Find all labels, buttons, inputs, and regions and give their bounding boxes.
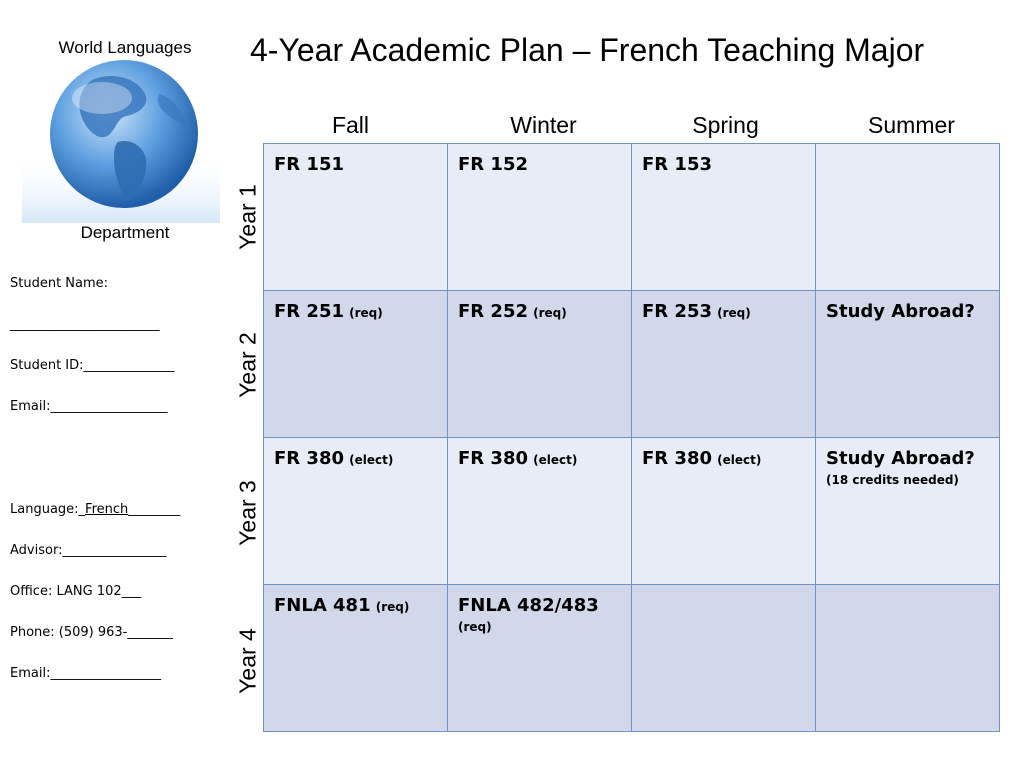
plan-cell (632, 585, 816, 732)
season-header-spring: Spring (692, 112, 759, 138)
plan-cell (632, 438, 816, 585)
course-code: FNLA 481 (274, 595, 371, 616)
phone-field: Phone: (509) 963-_______ (10, 625, 173, 640)
course-code: FR 153 (642, 154, 712, 175)
student-email-field: Email:__________________ (10, 399, 168, 414)
season-header-summer: Summer (868, 112, 955, 138)
plan-row-year-3 (264, 438, 1000, 585)
season-header-fall: Fall (331, 112, 370, 138)
language-prefix: Language:_ (10, 502, 86, 517)
plan-row-year-4 (264, 585, 1000, 732)
language-suffix: ________ (128, 502, 181, 517)
page-title: 4-Year Academic Plan – French Teaching Major (250, 32, 925, 68)
plan-cell (816, 291, 1000, 438)
course-tag: (req) (349, 306, 383, 320)
advisor-email-field: Email:_________________ (10, 666, 161, 681)
course-note: (18 credits needed) (826, 473, 959, 487)
year-label-3-text: Year 3 (234, 480, 261, 546)
language-field (10, 502, 180, 517)
plan-cell (448, 585, 632, 732)
course-code: FR 253 (642, 301, 712, 322)
plan-row-year-1 (264, 144, 1000, 291)
language-value: French (85, 502, 129, 517)
plan-cell (816, 144, 1000, 291)
plan-cell (632, 291, 816, 438)
logo-top-text: World Languages (58, 38, 192, 57)
course-code: FR 251 (274, 301, 344, 322)
season-header-winter: Winter (510, 112, 577, 138)
plan-cell (264, 291, 448, 438)
course-code: Study Abroad? (826, 301, 975, 322)
plan-cell (448, 144, 632, 291)
student-name-line: _______________________ (10, 317, 160, 332)
year-label-2-text: Year 2 (234, 332, 261, 398)
course-code: FR 151 (274, 154, 344, 175)
course-code: FR 380 (274, 448, 344, 469)
course-code: FR 380 (642, 448, 712, 469)
plan-cell (448, 438, 632, 585)
plan-cell (264, 585, 448, 732)
advisor-field: Advisor:________________ (10, 543, 167, 558)
course-code: FR 380 (458, 448, 528, 469)
student-id-field: Student ID:______________ (10, 358, 175, 373)
student-name-label: Student Name: (10, 276, 109, 291)
course-tag: (req) (533, 306, 567, 320)
course-code: Study Abroad? (826, 448, 975, 469)
course-code: FNLA 482/483 (458, 595, 599, 616)
course-tag: (req) (375, 600, 410, 614)
year-label-1 (233, 143, 263, 291)
course-code: FR 152 (458, 154, 528, 175)
plan-cell (632, 144, 816, 291)
plan-grid (263, 143, 1000, 732)
plan-cell (264, 144, 448, 291)
course-note: (req) (458, 620, 492, 634)
plan-cell (264, 438, 448, 585)
plan-cell (448, 291, 632, 438)
course-tag: (elect) (717, 453, 762, 467)
plan-cell (816, 438, 1000, 585)
year-label-3 (233, 439, 263, 587)
year-label-4 (233, 587, 263, 735)
logo-bottom-text: Department (80, 223, 170, 242)
plan-cell (816, 585, 1000, 732)
year-label-4-text: Year 4 (234, 628, 261, 694)
globe-icon (22, 58, 220, 223)
course-code: FR 252 (458, 301, 528, 322)
year-label-2 (233, 291, 263, 439)
office-field: Office: LANG 102___ (10, 584, 142, 599)
course-tag: (elect) (349, 453, 394, 467)
course-tag: (req) (717, 306, 751, 320)
course-tag: (elect) (533, 453, 578, 467)
year-label-1-text: Year 1 (234, 184, 261, 250)
plan-row-year-2 (264, 291, 1000, 438)
